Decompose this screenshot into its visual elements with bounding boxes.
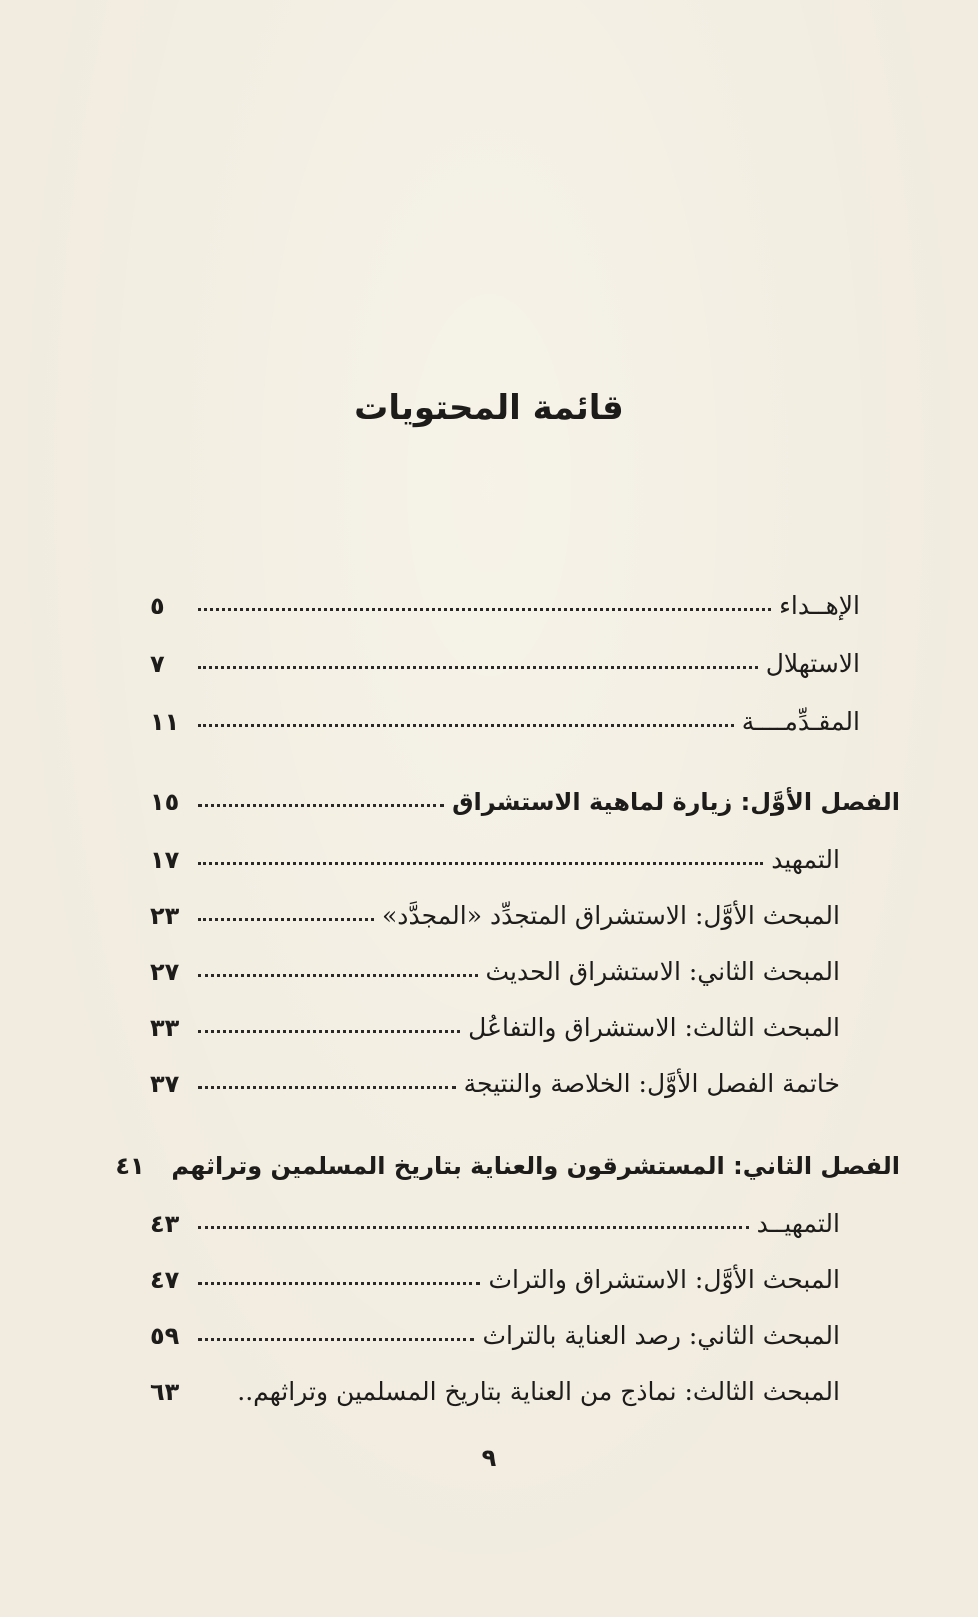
toc-entry-page: ٤٧ — [150, 1266, 180, 1294]
dot-leader — [198, 1030, 460, 1033]
toc-entry-label: المبحث الثالث: نماذج من العناية بتاريخ المسلمين وتراثهم.. — [237, 1377, 840, 1406]
toc-entry-page: ١٧ — [150, 846, 180, 874]
dot-leader — [198, 974, 478, 977]
toc-entry-preface-1 — [150, 834, 840, 874]
toc-entry-label: التمهيد — [771, 845, 840, 874]
dot-leader — [198, 1282, 480, 1285]
toc-entry-section-1-3 — [150, 1002, 840, 1042]
toc-entry-section-2-2 — [150, 1310, 840, 1350]
toc-entry-chapter-1 — [150, 776, 900, 816]
dot-leader — [198, 862, 763, 865]
toc-entry-opening — [150, 638, 860, 678]
toc-entry-page: ٧ — [150, 650, 165, 678]
toc-entry-chapter-2 — [115, 1140, 900, 1180]
toc-entry-section-1-2 — [150, 946, 840, 986]
toc-entry-page: ٤٣ — [150, 1210, 180, 1238]
toc-entry-label: الاستهلال — [765, 649, 860, 678]
toc-entry-label: المبحث الثاني: رصد العناية بالتراث — [482, 1321, 840, 1350]
dot-leader — [198, 1338, 474, 1341]
toc-entry-section-2-3 — [150, 1366, 840, 1406]
toc-entry-section-2-1 — [150, 1254, 840, 1294]
toc-entry-section-1-1 — [150, 890, 840, 930]
toc-entry-conclusion-1 — [150, 1058, 840, 1098]
dot-leader — [198, 666, 758, 669]
toc-entry-page: ٢٧ — [150, 958, 180, 986]
toc-entry-label: خاتمة الفصل الأوَّل: الخلاصة والنتيجة — [463, 1069, 840, 1098]
toc-entry-label: المبحث الأوَّل: الاستشراق والتراث — [488, 1265, 840, 1294]
toc-entry-label: الفصل الأوَّل: زيارة لماهية الاستشراق — [452, 788, 900, 816]
toc-entry-page: ١٥ — [150, 788, 180, 816]
toc-entry-page: ٥٩ — [150, 1322, 180, 1350]
toc-entry-label: المبحث الثاني: الاستشراق الحديث — [485, 957, 840, 986]
toc-entry-label: المقـدِّمــــة — [741, 707, 860, 736]
dot-leader — [198, 1086, 456, 1089]
toc-entry-label: المبحث الثالث: الاستشراق والتفاعُل — [468, 1013, 840, 1042]
toc-entry-page: ٣٧ — [150, 1070, 180, 1098]
toc-entry-label: الإهــداء — [779, 591, 860, 620]
toc-entry-dedication — [150, 580, 860, 620]
toc-entry-label: الفصل الثاني: المستشرقون والعناية بتاريخ المسلمين وتراثهم — [171, 1152, 900, 1180]
page-title: قائمة المحتويات — [354, 388, 624, 428]
dot-leader — [198, 724, 734, 727]
page-number: ٩ — [481, 1444, 497, 1472]
dot-leader — [198, 608, 771, 611]
dot-leader — [198, 1394, 229, 1397]
dot-leader — [198, 918, 374, 921]
toc-entry-page: ٤١ — [115, 1152, 145, 1180]
dot-leader — [198, 804, 444, 807]
toc-entry-introduction — [150, 696, 860, 736]
toc-entry-page: ٥ — [150, 592, 165, 620]
toc-entry-label: المبحث الأوَّل: الاستشراق المتجدِّد «المجدَّد» — [382, 901, 840, 930]
toc-entry-page: ١١ — [150, 708, 180, 736]
toc-entry-page: ٣٣ — [150, 1014, 180, 1042]
toc-entry-page: ٢٣ — [150, 902, 180, 930]
toc-entry-label: التمهيــد — [756, 1209, 840, 1238]
toc-entry-preface-2 — [150, 1198, 840, 1238]
dot-leader — [198, 1226, 749, 1229]
toc-entry-page: ٦٣ — [150, 1378, 180, 1406]
